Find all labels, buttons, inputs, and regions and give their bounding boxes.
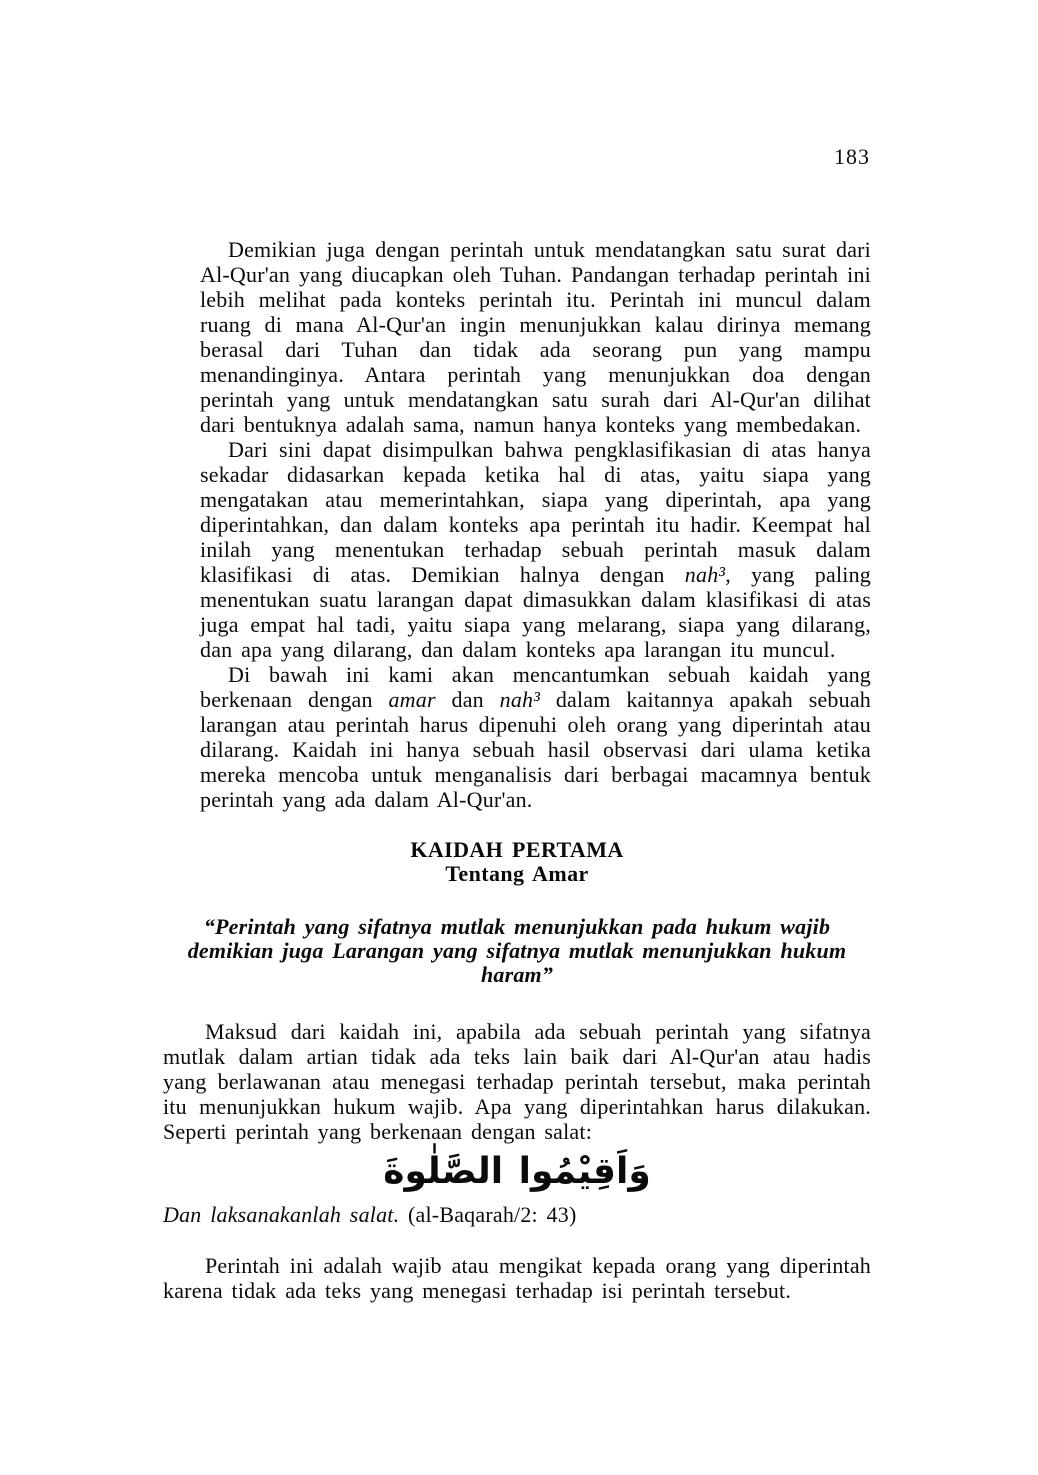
paragraph-text: dan — [435, 687, 500, 712]
upper-text-block — [200, 237, 871, 812]
page-content — [163, 237, 871, 1303]
verse-translation — [163, 1202, 871, 1227]
section-subheading: Tentang Amar — [445, 861, 589, 886]
page-number: 183 — [834, 144, 870, 169]
paragraph-di-bawah — [200, 662, 871, 812]
paragraph-text: yang paling menentukan suatu larangan dapat dimasukkan dalam klasifikasi di atas juga empat hal tadi, yaitu siapa yang melarang, siapa yang dilarang, dan apa yang dilarang, dan dalam konteks apa larangan itu muncul. — [200, 562, 872, 662]
lower-text-block — [163, 1019, 871, 1303]
term-amar: amar — [388, 687, 436, 712]
arabic-verse: وَاَقِيْمُوا الصَّلٰوةَ — [383, 1151, 651, 1192]
kaidah-rule-quote: “Perintah yang sifatnya mutlak menunjukkan pada hukum wajib demikian juga Larangan yang sifatnya mutlak menunjukkan hukum haram” — [187, 914, 847, 987]
paragraph-text: Dari sini dapat disimpulkan bahwa pengklasifikasian di atas hanya sekadar didasarkan kepada ketika hal di atas, yaitu siapa yang mengatakan atau memerintahkan, siapa yang diperintah, apa yang diperintahkan, dan dalam konteks apa perintah itu hadir. Keempat hal inilah yang menentukan terhadap sebuah perintah masuk dalam klasifikasi di atas. Demikian halnya dengan — [200, 437, 871, 587]
section-heading: KAIDAH PERTAMA — [410, 837, 624, 862]
paragraph-demikian: Demikian juga dengan perintah untuk mendatangkan satu surat dari Al-Qur'an yang diucapkan oleh Tuhan. Pandangan terhadap perintah ini lebih melihat pada konteks perintah itu. Perintah ini muncul dalam ruang di mana Al-Qur'an ingin menunjukkan kalau dirinya memang berasal dari Tuhan dan tidak ada seorang pun yang mampu menandinginya. Antara perintah yang menunjukkan doa dengan perintah yang untuk mendatangkan satu surah dari Al-Qur'an dilihat dari bentuknya adalah sama, namun hanya konteks yang membedakan. — [200, 237, 871, 437]
term-nahy: nah³ — [499, 687, 541, 712]
verse-reference: (al-Baqarah/2: 43) — [399, 1202, 577, 1227]
paragraph-maksud: Maksud dari kaidah ini, apabila ada sebuah perintah yang sifatnya mutlak dalam artian tidak ada teks lain baik dari Al-Qur'an atau hadis yang berlawanan atau menegasi terhadap perintah tersebut, maka perintah itu menunjukkan hukum wajib. Apa yang diperintahkan harus dilakukan. Seperti perintah yang berkenaan dengan salat: — [163, 1019, 871, 1144]
paragraph-text: Di bawah ini kami akan mencantumkan sebuah kaidah yang berkenaan dengan — [200, 662, 871, 712]
verse-translation-italic: Dan laksanakanlah salat. — [163, 1202, 400, 1227]
paragraph-dari-sini — [200, 437, 871, 662]
term-nahy: nah³, — [684, 562, 731, 587]
paragraph-text: dalam kaitannya apakah sebuah larangan atau perintah harus dipenuhi oleh orang yang diperintah atau dilarang. Kaidah ini hanya sebuah hasil observasi dari ulama ketika mereka mencoba untuk menganalisis dari berbagai macamnya bentuk perintah yang ada dalam Al-Qur'an. — [200, 687, 871, 812]
paragraph-perintah: Perintah ini adalah wajib atau mengikat kepada orang yang diperintah karena tidak ada teks yang menegasi terhadap isi perintah tersebut. — [163, 1253, 871, 1303]
